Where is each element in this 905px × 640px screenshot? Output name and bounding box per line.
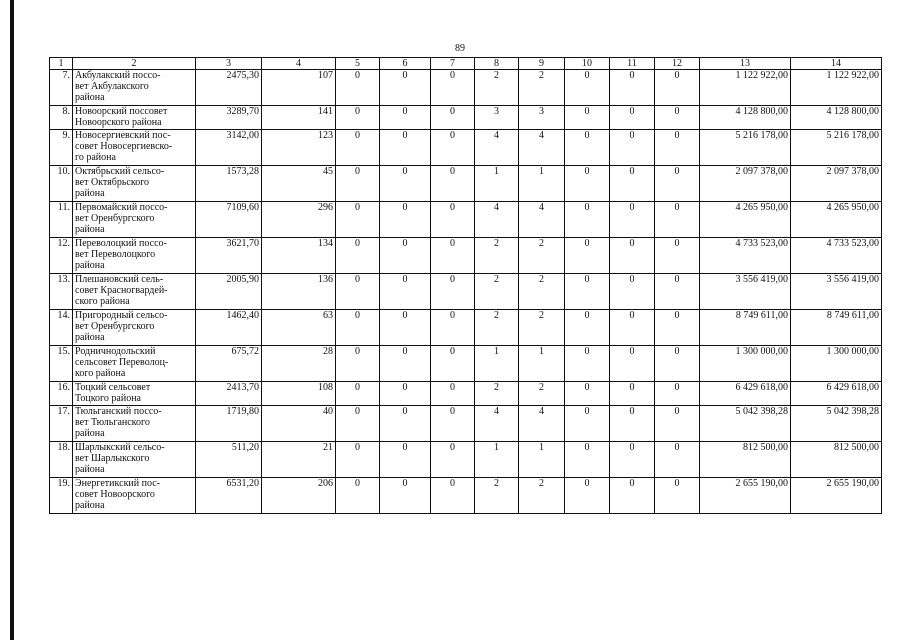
cell-col-11: 0 [610, 346, 655, 382]
cell-col-5: 0 [336, 166, 380, 202]
cell-col-5: 0 [336, 274, 380, 310]
cell-col-9: 1 [519, 166, 565, 202]
cell-col-3: 3142,00 [196, 130, 262, 166]
cell-col-8: 1 [475, 442, 519, 478]
cell-col-9: 2 [519, 274, 565, 310]
cell-col-12: 0 [655, 274, 700, 310]
cell-col-4: 21 [262, 442, 336, 478]
cell-col-14: 4 265 950,00 [791, 202, 882, 238]
cell-col-7: 0 [431, 130, 475, 166]
cell-col-8: 1 [475, 166, 519, 202]
cell-col-11: 0 [610, 310, 655, 346]
cell-col-13: 4 265 950,00 [700, 202, 791, 238]
row-number: 8. [50, 106, 73, 130]
settlement-name-line: вет Акбулакского [75, 81, 149, 92]
cell-col-3: 2005,90 [196, 274, 262, 310]
settlement-name-line: ского района [75, 296, 130, 307]
cell-col-6: 0 [380, 202, 431, 238]
cell-col-6: 0 [380, 274, 431, 310]
cell-col-5: 0 [336, 406, 380, 442]
cell-col-11: 0 [610, 382, 655, 406]
cell-col-11: 0 [610, 406, 655, 442]
column-header: 4 [262, 58, 336, 70]
cell-col-14: 6 429 618,00 [791, 382, 882, 406]
settlement-name [73, 478, 196, 514]
settlement-name [73, 406, 196, 442]
settlement-name-line: вет Оренбургского [75, 213, 155, 224]
cell-col-6: 0 [380, 106, 431, 130]
settlement-name-line: го района [75, 152, 116, 163]
row-number: 14. [50, 310, 73, 346]
cell-col-5: 0 [336, 106, 380, 130]
cell-col-9: 2 [519, 310, 565, 346]
table-row [50, 166, 882, 202]
cell-col-14: 5 216 178,00 [791, 130, 882, 166]
settlement-name-line: Первомайский поссо- [75, 202, 168, 213]
column-header: 11 [610, 58, 655, 70]
settlement-name [73, 442, 196, 478]
cell-col-9: 2 [519, 478, 565, 514]
cell-col-5: 0 [336, 382, 380, 406]
cell-col-6: 0 [380, 478, 431, 514]
settlement-name [73, 310, 196, 346]
cell-col-7: 0 [431, 106, 475, 130]
settlement-name-line: Переволоцкий поссо- [75, 238, 167, 249]
table-row [50, 346, 882, 382]
cell-col-8: 2 [475, 274, 519, 310]
row-number: 12. [50, 238, 73, 274]
cell-col-7: 0 [431, 310, 475, 346]
cell-col-12: 0 [655, 382, 700, 406]
settlement-name-line: вет Оренбургского [75, 321, 155, 332]
cell-col-14: 8 749 611,00 [791, 310, 882, 346]
settlement-name-line: района [75, 500, 105, 511]
row-number: 19. [50, 478, 73, 514]
cell-col-12: 0 [655, 130, 700, 166]
cell-col-6: 0 [380, 310, 431, 346]
table-row [50, 478, 882, 514]
page-number: 89 [455, 43, 465, 54]
settlement-name [73, 202, 196, 238]
settlement-name [73, 274, 196, 310]
cell-col-3: 1719,80 [196, 406, 262, 442]
cell-col-8: 2 [475, 382, 519, 406]
cell-col-5: 0 [336, 346, 380, 382]
cell-col-10: 0 [565, 274, 610, 310]
cell-col-9: 1 [519, 346, 565, 382]
settlement-name-line: Тоцкого района [75, 393, 141, 404]
cell-col-13: 1 300 000,00 [700, 346, 791, 382]
cell-col-8: 1 [475, 346, 519, 382]
cell-col-6: 0 [380, 382, 431, 406]
cell-col-11: 0 [610, 106, 655, 130]
column-header: 1 [50, 58, 73, 70]
settlement-name-line: Акбулакский поссо- [75, 70, 161, 81]
cell-col-11: 0 [610, 202, 655, 238]
cell-col-5: 0 [336, 130, 380, 166]
cell-col-8: 4 [475, 202, 519, 238]
settlement-name [73, 166, 196, 202]
cell-col-3: 511,20 [196, 442, 262, 478]
table-row [50, 238, 882, 274]
cell-col-4: 28 [262, 346, 336, 382]
cell-col-4: 107 [262, 70, 336, 106]
cell-col-3: 2475,30 [196, 70, 262, 106]
settlement-name-line: Новоорского района [75, 117, 162, 128]
cell-col-12: 0 [655, 70, 700, 106]
cell-col-5: 0 [336, 310, 380, 346]
cell-col-4: 141 [262, 106, 336, 130]
cell-col-8: 2 [475, 478, 519, 514]
cell-col-14: 5 042 398,28 [791, 406, 882, 442]
cell-col-5: 0 [336, 442, 380, 478]
cell-col-8: 3 [475, 106, 519, 130]
cell-col-7: 0 [431, 346, 475, 382]
cell-col-6: 0 [380, 238, 431, 274]
settlement-name-line: района [75, 332, 105, 343]
cell-col-5: 0 [336, 202, 380, 238]
cell-col-4: 108 [262, 382, 336, 406]
cell-col-7: 0 [431, 442, 475, 478]
cell-col-14: 4 128 800,00 [791, 106, 882, 130]
cell-col-14: 812 500,00 [791, 442, 882, 478]
settlement-name [73, 382, 196, 406]
column-header: 14 [791, 58, 882, 70]
cell-col-9: 4 [519, 406, 565, 442]
settlement-name-line: Октябрьский сельсо- [75, 166, 165, 177]
cell-col-6: 0 [380, 166, 431, 202]
cell-col-7: 0 [431, 382, 475, 406]
cell-col-6: 0 [380, 346, 431, 382]
settlement-name-line: Плешановский сель- [75, 274, 164, 285]
cell-col-14: 3 556 419,00 [791, 274, 882, 310]
cell-col-11: 0 [610, 130, 655, 166]
cell-col-13: 2 097 378,00 [700, 166, 791, 202]
cell-col-7: 0 [431, 166, 475, 202]
cell-col-12: 0 [655, 478, 700, 514]
cell-col-12: 0 [655, 346, 700, 382]
cell-col-4: 40 [262, 406, 336, 442]
cell-col-9: 4 [519, 130, 565, 166]
cell-col-7: 0 [431, 274, 475, 310]
row-number: 17. [50, 406, 73, 442]
cell-col-14: 2 655 190,00 [791, 478, 882, 514]
table-row [50, 130, 882, 166]
cell-col-10: 0 [565, 406, 610, 442]
column-number-row [50, 58, 882, 70]
cell-col-12: 0 [655, 406, 700, 442]
cell-col-14: 4 733 523,00 [791, 238, 882, 274]
table-row [50, 310, 882, 346]
settlement-name [73, 346, 196, 382]
table-row [50, 382, 882, 406]
cell-col-13: 5 216 178,00 [700, 130, 791, 166]
cell-col-3: 1573,28 [196, 166, 262, 202]
cell-col-6: 0 [380, 406, 431, 442]
settlement-name-line: совет Новоорского [75, 489, 155, 500]
cell-col-8: 2 [475, 70, 519, 106]
settlement-name-line: кого района [75, 368, 126, 379]
cell-col-3: 3621,70 [196, 238, 262, 274]
cell-col-7: 0 [431, 406, 475, 442]
cell-col-3: 6531,20 [196, 478, 262, 514]
column-header: 7 [431, 58, 475, 70]
cell-col-11: 0 [610, 166, 655, 202]
row-number: 10. [50, 166, 73, 202]
settlement-name-line: Родничнодольский [75, 346, 156, 357]
settlement-name-line: вет Октябрьского [75, 177, 150, 188]
cell-col-13: 2 655 190,00 [700, 478, 791, 514]
settlement-name-line: района [75, 260, 105, 271]
cell-col-6: 0 [380, 130, 431, 166]
cell-col-10: 0 [565, 106, 610, 130]
cell-col-10: 0 [565, 202, 610, 238]
column-header: 3 [196, 58, 262, 70]
cell-col-12: 0 [655, 166, 700, 202]
cell-col-5: 0 [336, 238, 380, 274]
cell-col-11: 0 [610, 478, 655, 514]
row-number: 18. [50, 442, 73, 478]
cell-col-8: 4 [475, 130, 519, 166]
row-number: 7. [50, 70, 73, 106]
cell-col-11: 0 [610, 274, 655, 310]
cell-col-13: 4 733 523,00 [700, 238, 791, 274]
cell-col-6: 0 [380, 70, 431, 106]
table-row [50, 106, 882, 130]
cell-col-4: 136 [262, 274, 336, 310]
cell-col-11: 0 [610, 442, 655, 478]
cell-col-7: 0 [431, 238, 475, 274]
cell-col-10: 0 [565, 346, 610, 382]
cell-col-14: 1 122 922,00 [791, 70, 882, 106]
scan-edge-bar [10, 0, 14, 640]
cell-col-4: 206 [262, 478, 336, 514]
settlement-name-line: Шарлыкский сельсо- [75, 442, 165, 453]
cell-col-12: 0 [655, 106, 700, 130]
cell-col-9: 4 [519, 202, 565, 238]
cell-col-13: 8 749 611,00 [700, 310, 791, 346]
column-header: 12 [655, 58, 700, 70]
cell-col-5: 0 [336, 70, 380, 106]
row-number: 15. [50, 346, 73, 382]
settlement-name-line: района [75, 428, 105, 439]
cell-col-13: 812 500,00 [700, 442, 791, 478]
column-header: 2 [73, 58, 196, 70]
table-row [50, 70, 882, 106]
cell-col-9: 3 [519, 106, 565, 130]
settlement-name [73, 106, 196, 130]
table-row [50, 202, 882, 238]
settlement-name-line: Тоцкий сельсовет [75, 382, 151, 393]
settlement-name-line: Новосергиевский пос- [75, 130, 171, 141]
settlement-name-line: района [75, 188, 105, 199]
cell-col-6: 0 [380, 442, 431, 478]
table-row [50, 442, 882, 478]
cell-col-14: 2 097 378,00 [791, 166, 882, 202]
settlement-name-line: совет Красногвардей- [75, 285, 168, 296]
row-number: 16. [50, 382, 73, 406]
settlement-name-line: вет Переволоцкого [75, 249, 156, 260]
settlement-name-line: района [75, 464, 105, 475]
cell-col-4: 296 [262, 202, 336, 238]
column-header: 9 [519, 58, 565, 70]
cell-col-9: 2 [519, 70, 565, 106]
cell-col-9: 1 [519, 442, 565, 478]
cell-col-10: 0 [565, 70, 610, 106]
cell-col-4: 63 [262, 310, 336, 346]
cell-col-10: 0 [565, 238, 610, 274]
settlement-name-line: Пригородный сельсо- [75, 310, 168, 321]
cell-col-5: 0 [336, 478, 380, 514]
settlement-name-line: района [75, 224, 105, 235]
cell-col-8: 4 [475, 406, 519, 442]
cell-col-13: 3 556 419,00 [700, 274, 791, 310]
cell-col-10: 0 [565, 130, 610, 166]
cell-col-10: 0 [565, 310, 610, 346]
settlement-name [73, 238, 196, 274]
row-number: 13. [50, 274, 73, 310]
cell-col-10: 0 [565, 166, 610, 202]
column-header: 10 [565, 58, 610, 70]
cell-col-13: 6 429 618,00 [700, 382, 791, 406]
cell-col-3: 7109,60 [196, 202, 262, 238]
cell-col-7: 0 [431, 202, 475, 238]
column-header: 8 [475, 58, 519, 70]
settlement-name-line: вет Тюльганского [75, 417, 150, 428]
cell-col-12: 0 [655, 310, 700, 346]
cell-col-10: 0 [565, 382, 610, 406]
cell-col-9: 2 [519, 238, 565, 274]
data-table [49, 57, 882, 514]
cell-col-13: 1 122 922,00 [700, 70, 791, 106]
column-header: 13 [700, 58, 791, 70]
cell-col-3: 2413,70 [196, 382, 262, 406]
row-number: 9. [50, 130, 73, 166]
table-row [50, 406, 882, 442]
cell-col-8: 2 [475, 238, 519, 274]
settlement-name [73, 70, 196, 106]
column-header: 6 [380, 58, 431, 70]
settlement-name-line: Новоорский поссовет [75, 106, 168, 117]
settlement-name-line: вет Шарлыкского [75, 453, 150, 464]
settlement-name [73, 130, 196, 166]
cell-col-3: 1462,40 [196, 310, 262, 346]
cell-col-3: 675,72 [196, 346, 262, 382]
cell-col-14: 1 300 000,00 [791, 346, 882, 382]
cell-col-12: 0 [655, 202, 700, 238]
cell-col-11: 0 [610, 238, 655, 274]
cell-col-4: 134 [262, 238, 336, 274]
cell-col-12: 0 [655, 238, 700, 274]
cell-col-7: 0 [431, 478, 475, 514]
cell-col-9: 2 [519, 382, 565, 406]
table-row [50, 274, 882, 310]
cell-col-11: 0 [610, 70, 655, 106]
cell-col-4: 123 [262, 130, 336, 166]
cell-col-7: 0 [431, 70, 475, 106]
settlement-name-line: Тюльганский поссо- [75, 406, 162, 417]
cell-col-12: 0 [655, 442, 700, 478]
settlement-name-line: Энергетикский пос- [75, 478, 160, 489]
cell-col-13: 5 042 398,28 [700, 406, 791, 442]
settlement-name-line: совет Новосергиевско- [75, 141, 173, 152]
cell-col-10: 0 [565, 442, 610, 478]
settlement-name-line: сельсовет Переволоц- [75, 357, 169, 368]
cell-col-3: 3289,70 [196, 106, 262, 130]
cell-col-4: 45 [262, 166, 336, 202]
cell-col-8: 2 [475, 310, 519, 346]
cell-col-10: 0 [565, 478, 610, 514]
row-number: 11. [50, 202, 73, 238]
column-header: 5 [336, 58, 380, 70]
settlement-name-line: района [75, 92, 105, 103]
cell-col-13: 4 128 800,00 [700, 106, 791, 130]
